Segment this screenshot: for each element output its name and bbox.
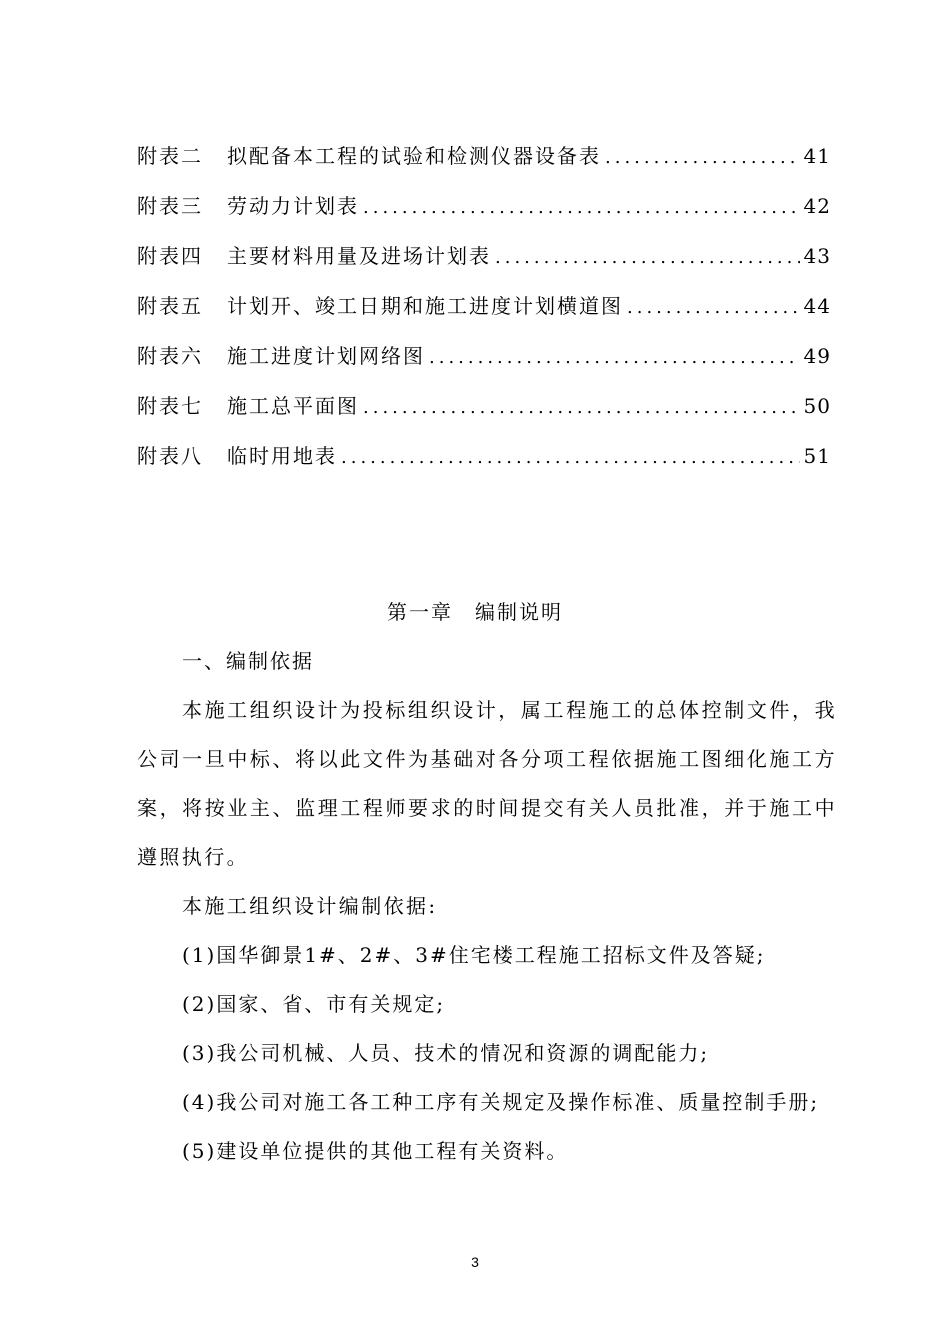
list-item: (2)国家、省、市有关规定; [182,992,446,1016]
toc-entry-label: 附表六 [137,344,203,368]
toc-entry[interactable] [137,140,831,190]
body-paragraph: 本施工组织设计编制依据: [182,894,438,918]
list-item: (5)建设单位提供的其他工程有关资料。 [182,1139,569,1163]
toc-leader-dots [341,447,800,468]
toc-leader-dots [495,247,800,268]
toc-leader-dots [363,397,800,418]
toc-leader-dots [429,347,800,368]
toc-entry-label: 附表五 [137,294,203,318]
toc-entry-title: 计划开、竣工日期和施工进度计划横道图 [227,294,623,318]
toc-entry-title: 拟配备本工程的试验和检测仪器设备表 [227,144,601,168]
basis-list [182,931,842,1176]
toc-entry-label: 附表八 [137,444,203,468]
toc-leader-dots [627,297,800,318]
list-item: (4)我公司对施工各工种工序有关规定及操作标准、质量控制手册; [182,1090,820,1114]
toc-entry-page: 44 [803,294,831,318]
toc-entry[interactable] [137,240,831,290]
toc-entry-title: 施工总平面图 [227,394,359,418]
section-heading: 一、编制依据 [182,649,314,673]
list-item: (1)国华御景1#、2#、3#住宅楼工程施工招标文件及答疑; [182,943,766,967]
toc-entry-label: 附表七 [137,394,203,418]
toc-entry-page: 49 [803,344,831,368]
page-number: 3 [471,1254,479,1270]
toc-entry-page: 51 [803,444,831,468]
chapter-title: 第一章 编制说明 [387,600,563,624]
toc-entry-title: 劳动力计划表 [227,194,359,218]
toc-entry-page: 43 [803,244,831,268]
toc-entry-title: 施工进度计划网络图 [227,344,425,368]
toc-entry-title: 主要材料用量及进场计划表 [227,244,491,268]
toc-entry[interactable] [137,190,831,240]
list-item: (3)我公司机械、人员、技术的情况和资源的调配能力; [182,1041,710,1065]
toc-entry[interactable] [137,440,831,490]
body-paragraph: 本施工组织设计为投标组织设计，属工程施工的总体控制文件，我公司一旦中标、将以此文件为基础对各分项工程依据施工图细化施工方案，将按业主、监理工程师要求的时间提交有关人员批准，并于施工中遵照执行。 [137,698,837,869]
toc-entry[interactable] [137,290,831,340]
toc-leader-dots [363,197,800,218]
toc-entry[interactable] [137,390,831,440]
toc-entry-page: 50 [803,394,831,418]
toc-entry-label: 附表四 [137,244,203,268]
toc-leader-dots [605,147,800,168]
toc-entry-page: 42 [803,194,831,218]
table-of-contents [137,140,831,490]
toc-entry-title: 临时用地表 [227,444,337,468]
toc-entry-label: 附表二 [137,144,203,168]
toc-entry-page: 41 [803,144,831,168]
toc-entry-label: 附表三 [137,194,203,218]
toc-entry[interactable] [137,340,831,390]
